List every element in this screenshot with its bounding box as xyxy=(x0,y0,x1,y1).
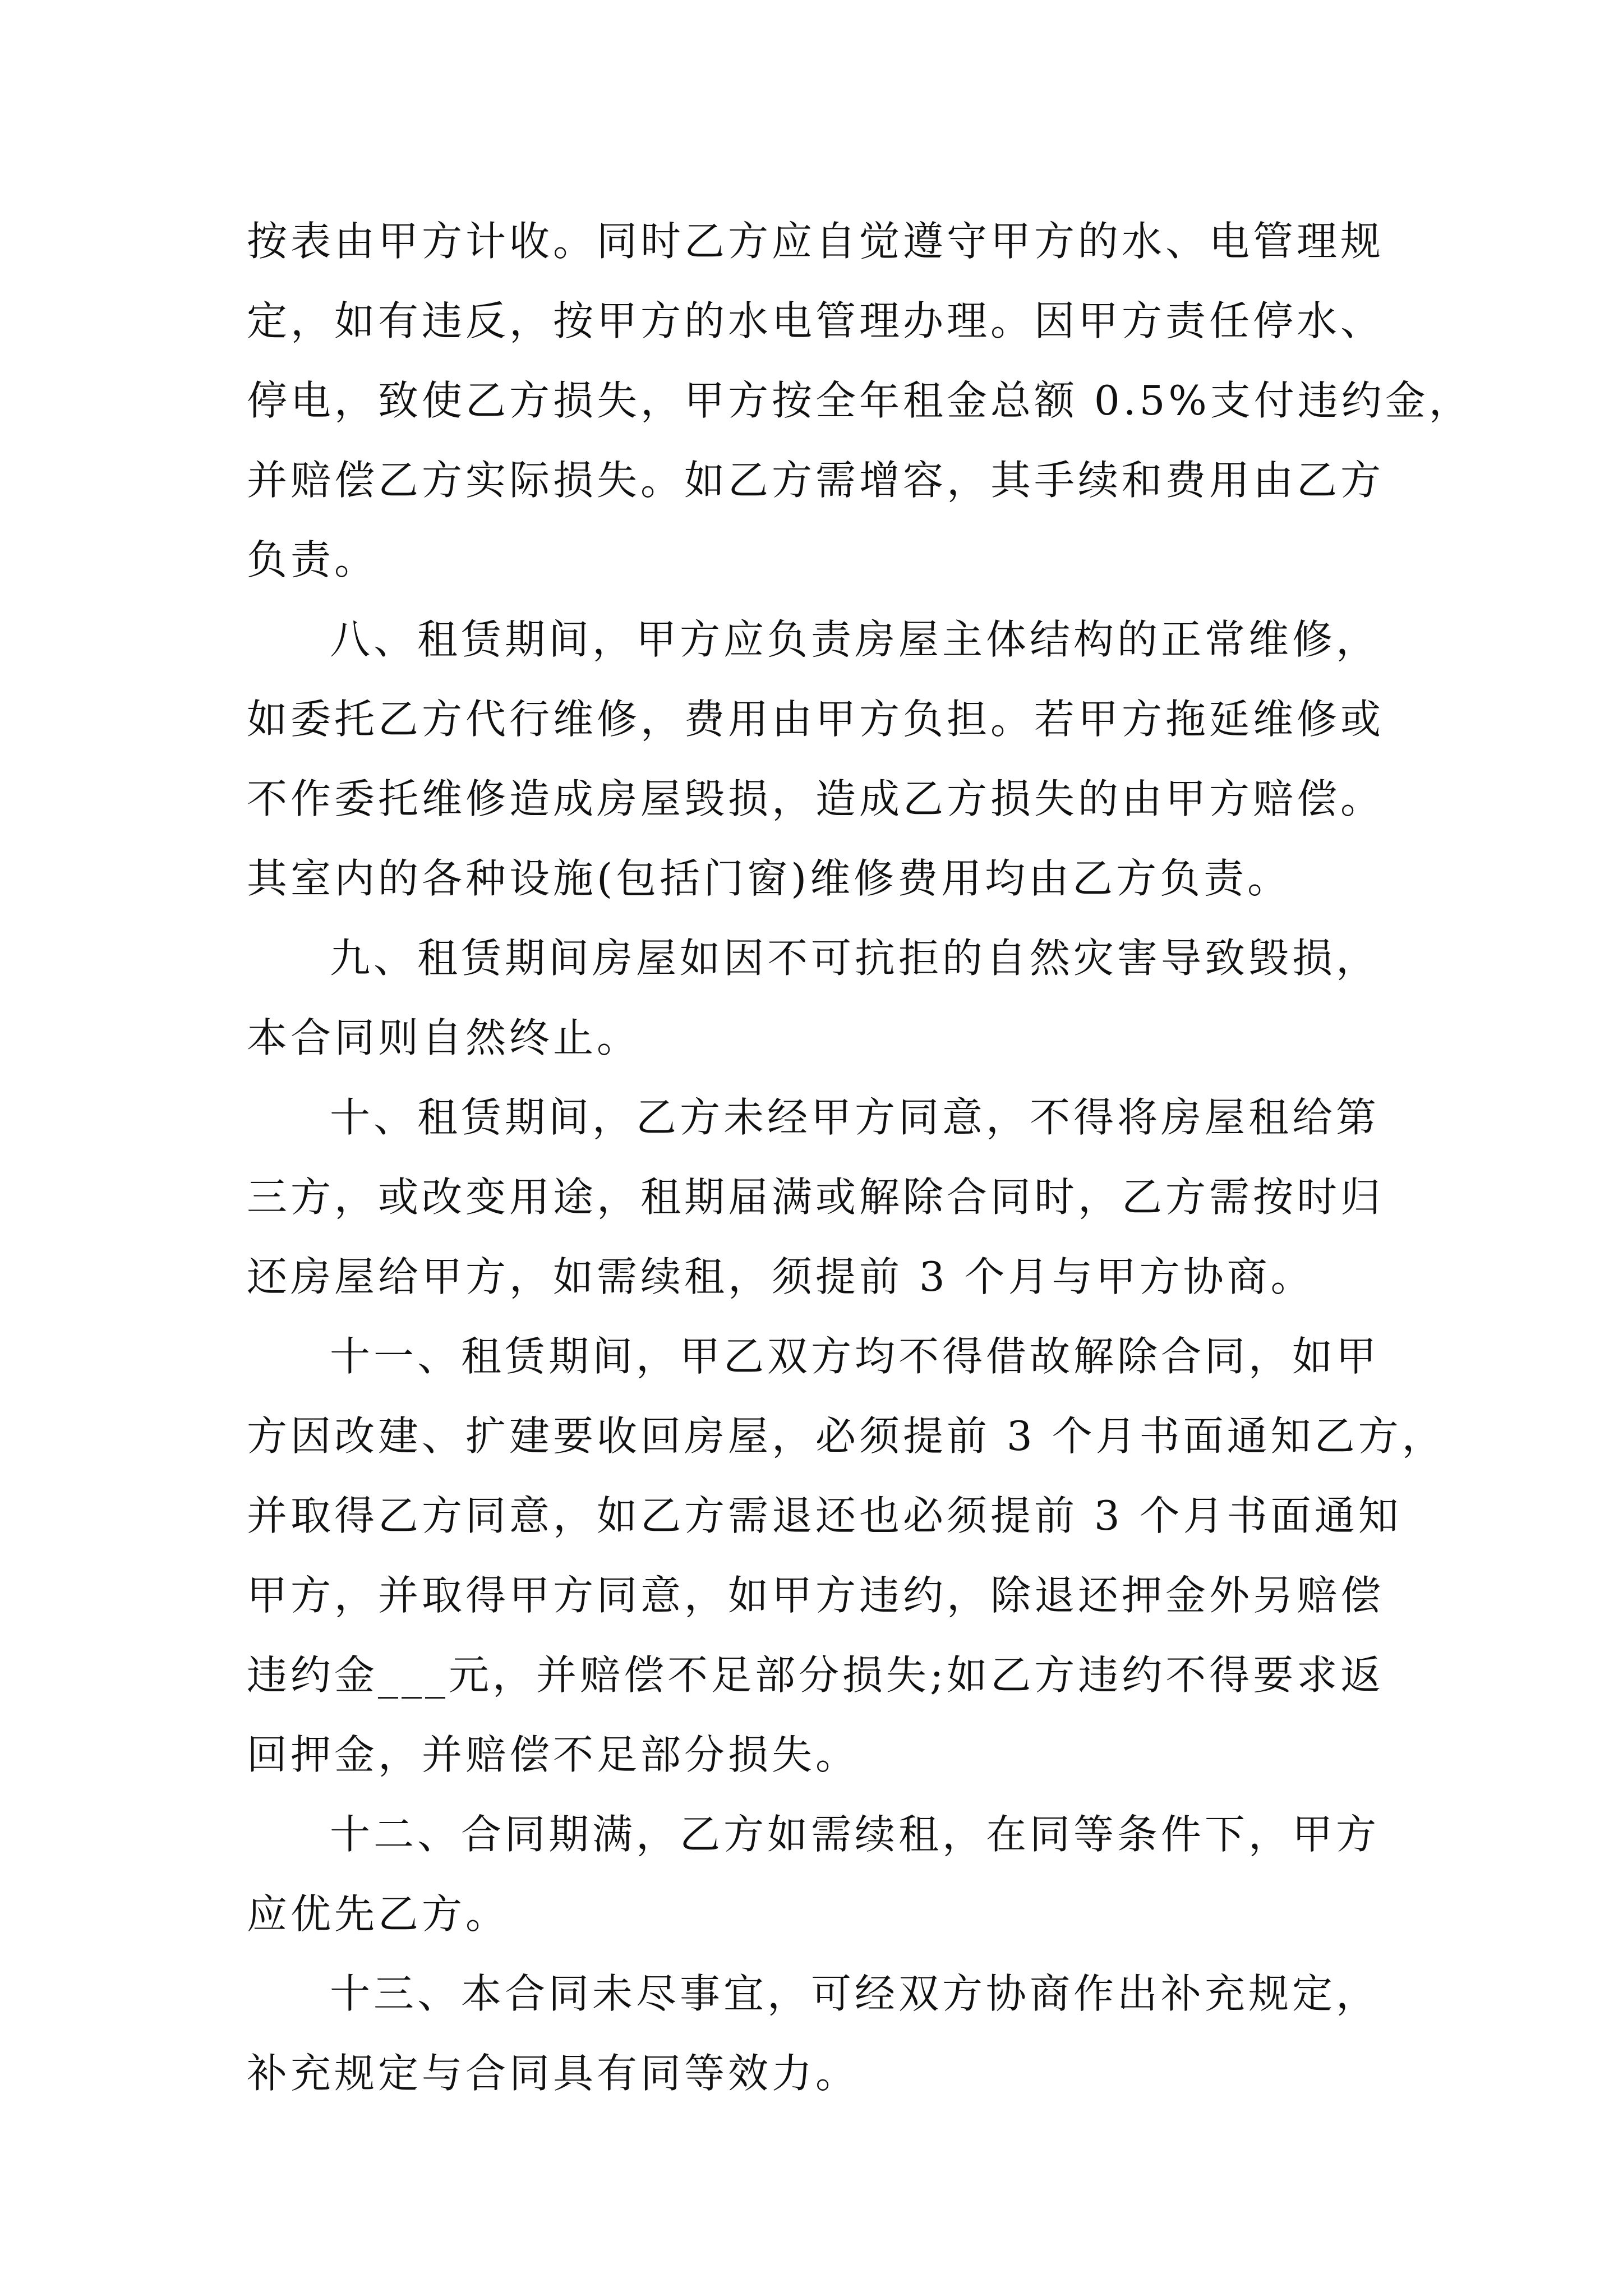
paragraph-10-first-line: 十、租赁期间，乙方未经甲方同意，不得将房屋租给第 xyxy=(330,1094,1380,1141)
paragraph-12-first-line: 十二、合同期满，乙方如需续租，在同等条件下，甲方 xyxy=(330,1811,1380,1858)
text-line: 三方，或改变用途，租期届满或解除合同时，乙方需按时归 xyxy=(247,1174,1385,1221)
text-line: 如委托乙方代行维修，费用由甲方负担。若甲方拖延维修或 xyxy=(247,696,1385,743)
text-line: 其室内的各种设施(包括门窗)维修费用均由乙方负责。 xyxy=(247,855,1292,902)
text-line: 违约金___元，并赔偿不足部分损失;如乙方违约不得要求返 xyxy=(247,1651,1385,1699)
text-line: 并取得乙方同意，如乙方需退还也必须提前 3 个月书面通知 xyxy=(247,1492,1402,1539)
paragraph-9-first-line: 九、租赁期间房屋如因不可抗拒的自然灾害导致毁损， xyxy=(330,935,1380,982)
paragraph-8-first-line: 八、租赁期间，甲方应负责房屋主体结构的正常维修， xyxy=(330,616,1380,663)
text-line: 并赔偿乙方实际损失。如乙方需增容，其手续和费用由乙方 xyxy=(247,457,1385,504)
paragraph-13-first-line: 十三、本合同未尽事宜，可经双方协商作出补充规定， xyxy=(330,1970,1380,2017)
text-line: 补充规定与合同具有同等效力。 xyxy=(247,2050,860,2097)
text-line: 方因改建、扩建要收回房屋，必须提前 3 个月书面通知乙方， xyxy=(247,1412,1446,1460)
text-line: 甲方，并取得甲方同意，如甲方违约，除退还押金外另赔偿 xyxy=(247,1572,1385,1619)
text-line: 定，如有违反，按甲方的水电管理办理。因甲方责任停水、 xyxy=(247,297,1385,344)
text-line: 本合同则自然终止。 xyxy=(247,1014,641,1061)
text-line: 按表由甲方计收。同时乙方应自觉遵守甲方的水、电管理规 xyxy=(247,218,1385,265)
text-line: 停电，致使乙方损失，甲方按全年租金总额 0.5%支付违约金， xyxy=(247,377,1473,424)
text-line: 应优先乙方。 xyxy=(247,1890,510,1938)
text-line: 还房屋给甲方，如需续租，须提前 3 个月与甲方协商。 xyxy=(247,1253,1315,1300)
text-line: 回押金，并赔偿不足部分损失。 xyxy=(247,1731,860,1778)
paragraph-11-first-line: 十一、租赁期间，甲乙双方均不得借故解除合同，如甲 xyxy=(330,1333,1380,1380)
text-line: 不作委托维修造成房屋毁损，造成乙方损失的由甲方赔偿。 xyxy=(247,775,1385,822)
text-line: 负责。 xyxy=(247,536,379,583)
